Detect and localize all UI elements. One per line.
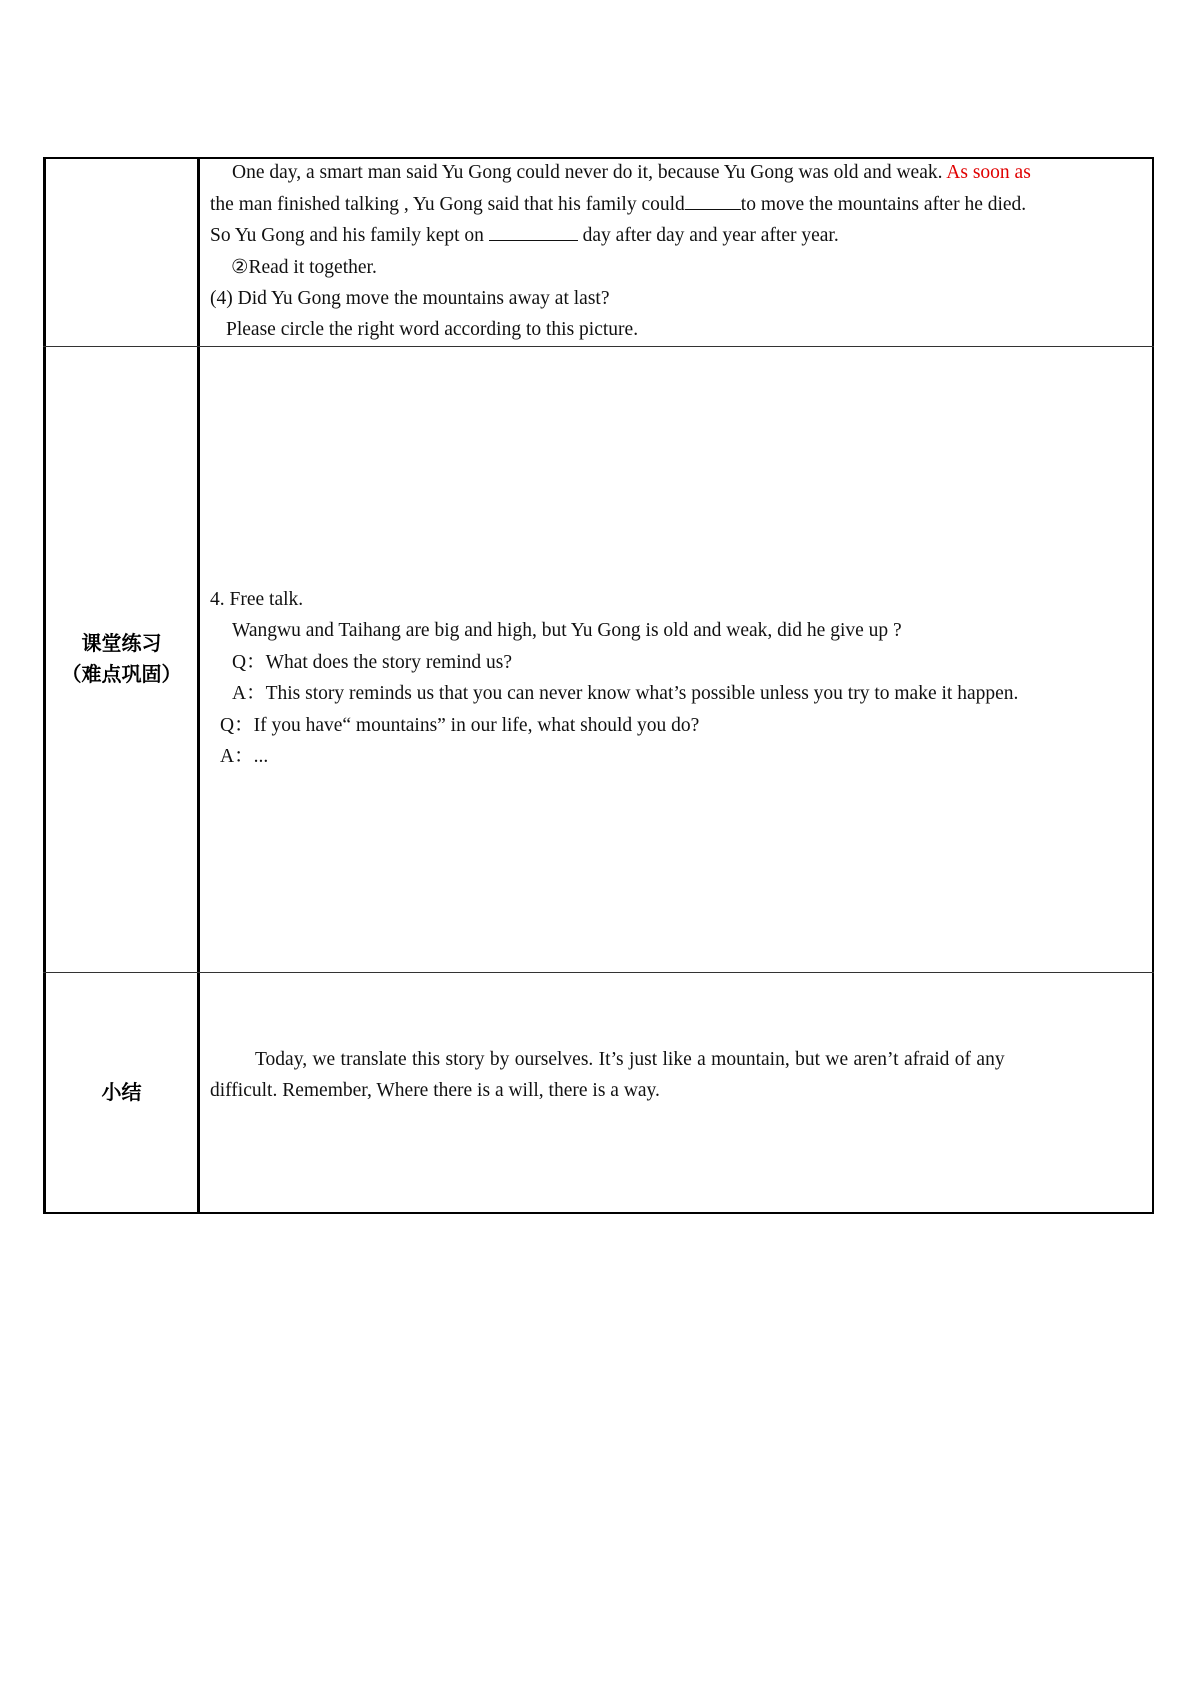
highlighted-phrase: As soon as	[946, 162, 1031, 183]
label-line: （难点巩固）	[61, 662, 182, 686]
row-label-practice	[46, 628, 197, 690]
fill-in-blank[interactable]	[685, 189, 741, 210]
reading-text: So Yu Gong and his family kept on	[210, 225, 484, 246]
reading-text: day after day and year after year.	[582, 225, 839, 246]
reading-line-1	[232, 157, 1031, 188]
reading-text: the man finished talking , Yu Gong said that his family could	[210, 194, 685, 215]
instruction-read-together: ②Read it together.	[231, 257, 377, 278]
row-divider	[43, 972, 1154, 973]
free-talk-prompt: Wangwu and Taihang are big and high, but Yu Gong is old and weak, did he give up ?	[232, 620, 902, 641]
table-bottom-border	[43, 1212, 1154, 1214]
summary-line: Today, we translate this story by ourselves. It’s just like a mountain, but we aren’t afraid of any	[255, 1049, 1005, 1070]
answer-line: A：This story reminds us that you can never know what’s possible unless you try to make it happen.	[232, 683, 1019, 704]
summary-line-2: difficult. Remember, Where there is a will, there is a way.	[210, 1080, 660, 1101]
free-talk-heading: 4. Free talk.	[210, 589, 304, 610]
reading-text: One day, a smart man said Yu Gong could never do it, because Yu Gong was old and weak.	[232, 162, 943, 183]
question-4: (4) Did Yu Gong move the mountains away at last?	[210, 288, 610, 309]
question-line: Q：What does the story remind us?	[232, 652, 512, 673]
reading-text: to move the mountains after he died.	[740, 194, 1027, 215]
reading-line-2	[210, 189, 1026, 220]
row-divider	[43, 346, 1154, 347]
answer-line: A：...	[220, 746, 269, 767]
lesson-table	[43, 157, 1154, 1214]
table-right-border	[1152, 157, 1154, 1214]
reading-line-3	[210, 220, 839, 251]
label-line: 课堂练习	[81, 631, 162, 655]
instruction-circle-word: Please circle the right word according to this picture.	[226, 319, 639, 340]
summary-paragraph	[210, 1044, 1140, 1075]
fill-in-blank[interactable]	[489, 220, 578, 241]
column-divider	[197, 157, 200, 1214]
row-label-summary: 小结	[101, 1080, 142, 1104]
question-line: Q：If you have“ mountains” in our life, what should you do?	[220, 715, 700, 736]
